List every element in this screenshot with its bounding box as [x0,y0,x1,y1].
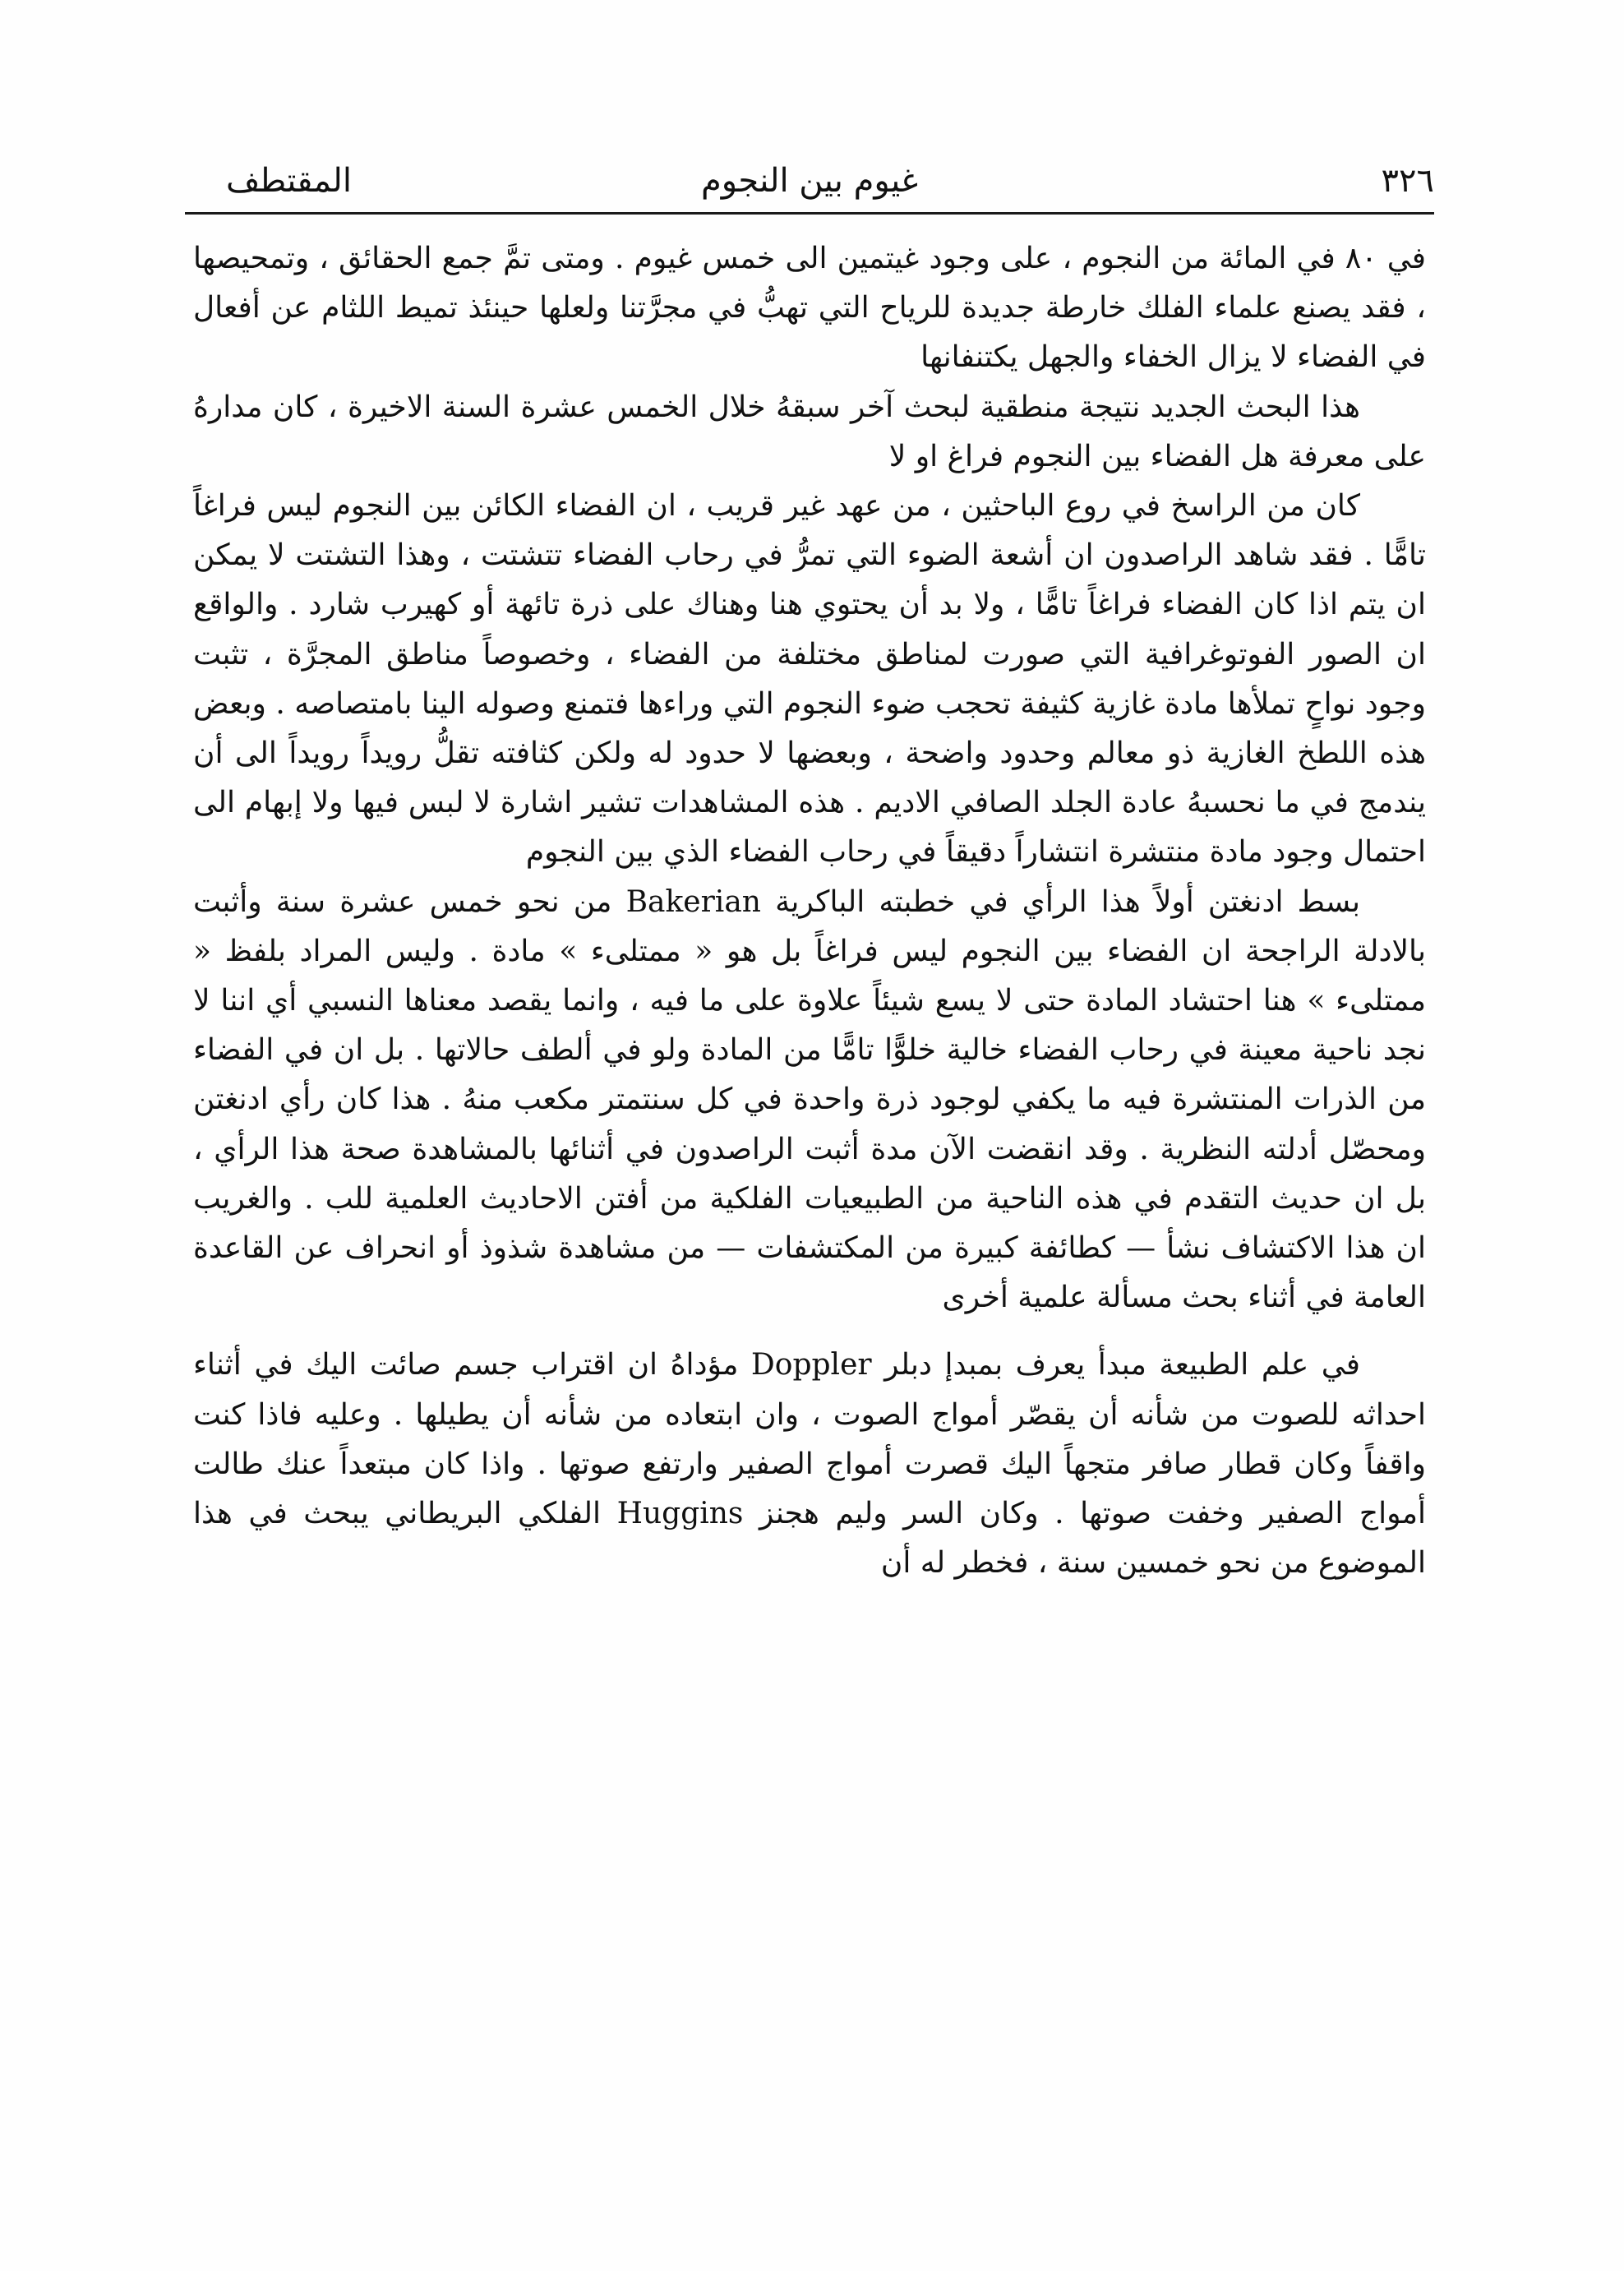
running-title: غيوم بين النجوم [700,162,919,200]
paragraph-interstellar-space: كان من الراسخ في روع الباحثين ، من عهد غير قريب ، ان الفضاء الكائن بين النجوم ليس فراغاً تامًّا . فقد شاهد الراصدون ان أشعة الضوء التي تمرُّ في رحاب الفضاء تتشتت ، وهذا التشتت لا يمكن ان يتم اذا كان الفضاء فراغاً تامًّا ، ولا بد أن يحتوي هنا وهناك على ذرة تائهة أو كهيرب شارد . والواقع ان الصور الفوتوغرافية التي صورت لمناطق مختلفة من الفضاء ، وخصوصاً مناطق المجرَّة ، تثبت وجود نواحٍ تملأها مادة غازية كثيفة تحجب ضوء النجوم التي وراءها فتمنع وصوله الينا بامتصاصه . وبعض هذه اللطخ الغازية ذو معالم وحدود واضحة ، وبعضها لا حدود له ولكن كثافته تقلُّ رويداً رويداً الى أن يندمج في ما نحسبهُ عادة الجلد الصافي الاديم . هذه المشاهدات تشير اشارة لا لبس فيها ولا إبهام الى احتمال وجود مادة منتشرة انتشاراً دقيقاً في رحاب الفضاء الذي بين النجوم [193,489,1426,870]
article-body [193,234,1426,1588]
page-number: ٣٢٦ [1381,162,1434,200]
paragraph-continuation: في ٨٠ في المائة من النجوم ، على وجود غيتمين الى خمس غيوم . ومتى تمَّ جمع الحقائق ، وتمحيصها ، فقد يصنع علماء الفلك خارطة جديدة للرياح التي تهبُّ في مجرَّتنا ولعلها حينئذ تميط اللثام عن أفعال في الفضاء لا يزال الخفاء والجهل يكتنفانها [193,242,1427,375]
journal-name: المقتطف [226,162,352,200]
paragraph-eddington: بسط ادنغتن أولاً هذا الرأي في خطبته الباكرية Bakerian من نحو خمس عشرة سنة وأثبت بالادلة الراجحة ان الفضاء بين النجوم ليس فراغاً بل هو « ممتلىء » مادة . وليس المراد بلفظ « ممتلىء » هنا احتشاد المادة حتى لا يسع شيئاً علاوة على ما فيه ، وانما يقصد معناها النسبي أي اننا لا نجد ناحية معينة في رحاب الفضاء خالية خلوًّا تامًّا من المادة ولو في ألطف حالاتها . بل ان في الفضاء من الذرات المنتشرة فيه ما يكفي لوجود ذرة واحدة في كل سنتمتر مكعب منهُ . هذا كان رأي ادنغتن ومحصّل أدلته النظرية . وقد انقضت الآن مدة أثبت الراصدون في أثنائها بالمشاهدة صحة هذا الرأي ، بل ان حديث التقدم في هذه الناحية من الطبيعيات الفلكية من أفتن الاحاديث العلمية للب . والغريب ان هذا الاكتشاف نشأ — كطائفة كبيرة من المكتشفات — من مشاهدة شذوذ أو انحراف عن القاعدة العامة في أثناء بحث مسألة علمية أخرى [193,884,1426,1315]
page-header [185,155,1434,207]
paragraph-new-research: هذا البحث الجديد نتيجة منطقية لبحث آخر سبقهُ خلال الخمس عشرة السنة الاخيرة ، كان مدارهُ على معرفة هل الفضاء بين النجوم فراغ او لا [193,390,1426,473]
paragraph-doppler: في علم الطبيعة مبدأ يعرف بمبدإ دبلر Doppler مؤداهُ ان اقتراب جسم صائت اليك في أثناء احداثه للصوت من شأنه أن يقصّر أمواج الصوت ، وان ابتعاده من شأنه أن يطيلها . وعليه فاذا كنت واقفاً وكان قطار صافر متجهاً اليك قصرت أمواج الصفير وارتفع صوتها . واذا كان مبتعداً عنك طالت أمواج الصفير وخفت صوتها . وكان السر وليم هجنز Huggins الفلكي البريطاني يبحث في هذا الموضوع من نحو خمسين سنة ، فخطر له أن [193,1348,1427,1581]
header-rule [185,212,1434,215]
